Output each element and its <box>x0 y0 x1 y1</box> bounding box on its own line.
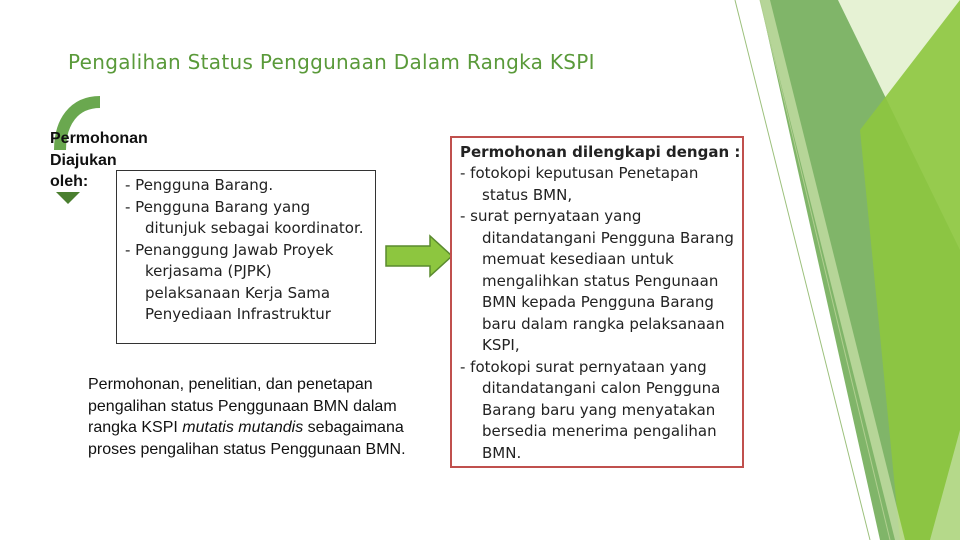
requirements-list <box>460 163 738 464</box>
requirement-item: - fotokopi surat pernyataan yang ditandatangani calon Pengguna Barang baru yang menyatakan bersedia menerima pengalihan BMN. <box>460 357 721 462</box>
requester-box <box>116 170 376 344</box>
requirements-box <box>450 136 744 468</box>
requester-item: - Pengguna Barang yang ditunjuk sebagai koordinator. <box>125 197 364 237</box>
note-text-end: sebagaimana proses pengalihan status Penggunaan BMN. <box>88 419 406 458</box>
requirement-item: - surat pernyataan yang ditandatangani Pengguna Barang memuat kesediaan untuk mengalihkan status Pengunaan BMN kepada Pengguna Barang baru dalam rangka pelaksanaan KSPI, <box>460 207 734 354</box>
note-text: Permohonan, penelitian, dan penetapan pengalihan status Penggunaan BMN dalam rangka KSPI <box>88 376 397 436</box>
requester-list <box>125 175 371 326</box>
requester-label-line-3: oleh: <box>50 173 89 190</box>
process-note <box>88 374 408 460</box>
requester-item: - Penanggung Jawab Proyek kerjasama (PJPK) pelaksanaan Kerja Sama Penyediaan Infrastruktur <box>125 240 334 323</box>
requester-item: - Pengguna Barang. <box>125 176 274 194</box>
requester-label-line-2: Diajukan <box>50 151 117 169</box>
note-italic-text: mutatis mutandis <box>182 419 304 436</box>
requirement-item: - fotokopi keputusan Penetapan status BMN, <box>460 164 699 204</box>
slide-title: Pengalihan Status Penggunaan Dalam Rangka KSPI <box>68 50 595 74</box>
requirements-heading: Permohonan dilengkapi dengan : <box>460 143 741 161</box>
requester-label-line-1: Permohonan <box>50 130 148 147</box>
